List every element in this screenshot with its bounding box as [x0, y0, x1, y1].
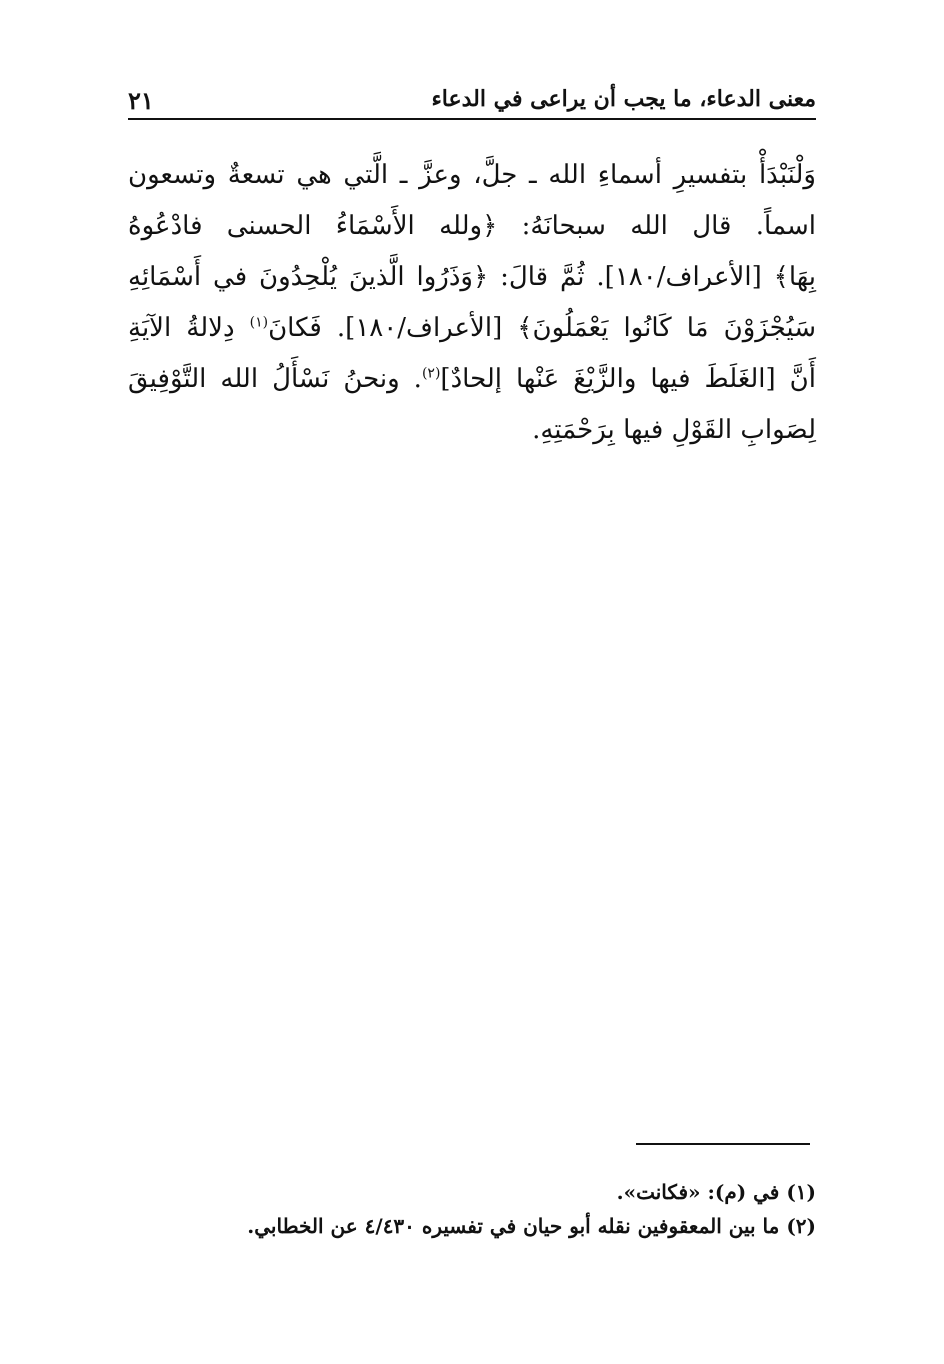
footnote-divider: [636, 1143, 810, 1145]
text-line-5: [128, 354, 816, 405]
footnote-ref-2[interactable]: (٢): [421, 365, 441, 382]
footnote-ref-1[interactable]: (١): [249, 314, 269, 331]
text-line-4-start: سَيُجْزَوْنَ مَا كَانُوا يَعْمَلُونَ﴾ [الأعراف/١٨٠]. فَكانَ: [268, 313, 817, 343]
text-line-5-end: . ونحنُ نَسْأَلُ الله التَّوْفِيقَ: [128, 364, 422, 394]
text-line-3: بِهَا﴾ [الأعراف/١٨٠]. ثُمَّ قالَ: ﴿وَذَرُوا الَّذينَ يُلْحِدُونَ في أَسْمَائِهِ: [128, 262, 816, 292]
footnote-1: (١) في (م): «فكانت».: [616, 1180, 816, 1204]
text-line-1: وَلْنَبْدَأْ بتفسيرِ أسماءِ الله ـ جلَّ، وعزَّ ـ الَّتي هي تسعةٌ وتسعون: [128, 160, 816, 190]
running-header: [128, 84, 816, 120]
running-title: معنى الدعاء، ما يجب أن يراعى في الدعاء: [431, 86, 816, 112]
text-line-5-start: أَنَّ [الغَلَطَ فيها والزَّيْغَ عَنْها إلحادٌ]: [440, 364, 816, 394]
text-line-2: اسماً. قال الله سبحانَهُ: ﴿ولله الأَسْمَاءُ الحسنى فادْعُوهُ: [128, 211, 816, 241]
main-text: [128, 150, 816, 456]
footnotes: [128, 1175, 816, 1243]
text-line-4-end: دِلالةُ الآيَةِ: [128, 313, 235, 343]
text-line-4: [128, 303, 816, 354]
text-line-6: لِصَوابِ القَوْلِ فيها بِرَحْمَتِهِ.: [532, 415, 816, 445]
footnote-2: (٢) ما بين المعقوفين نقله أبو حيان في تفسيره ٤/٤٣٠ عن الخطابي.: [247, 1214, 816, 1238]
page-number: ٢١: [128, 86, 154, 115]
